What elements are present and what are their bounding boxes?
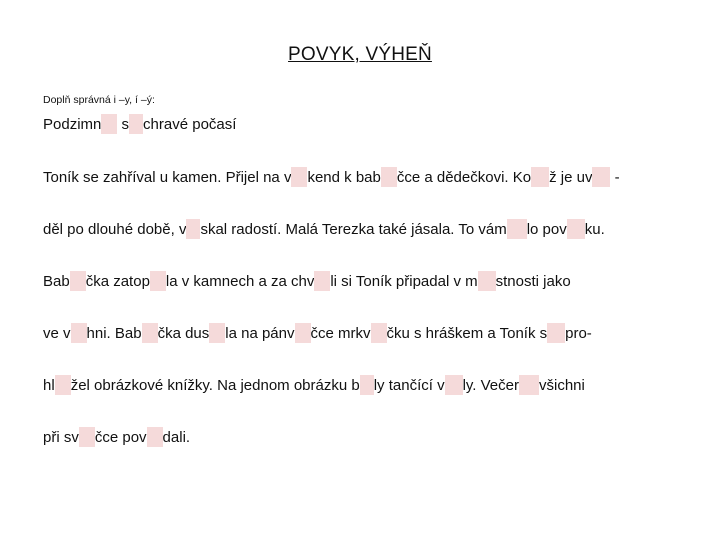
- blank-field[interactable]: [70, 271, 86, 291]
- blank-field[interactable]: [445, 375, 463, 395]
- blank-field[interactable]: [381, 167, 397, 187]
- blank-field[interactable]: [507, 219, 527, 239]
- blank-field[interactable]: [101, 114, 117, 134]
- blank-field[interactable]: [142, 323, 158, 343]
- blank-field[interactable]: [209, 323, 225, 343]
- blank-field[interactable]: [79, 427, 95, 447]
- blank-field[interactable]: [314, 271, 330, 291]
- exercise-line-4: Bab čka zatop la v kamnech a za chv li si Toník připadal v m stnosti jako: [43, 273, 571, 290]
- blank-field[interactable]: [567, 219, 585, 239]
- blank-field[interactable]: [147, 427, 163, 447]
- blank-field[interactable]: [371, 323, 387, 343]
- blank-field[interactable]: [129, 114, 143, 134]
- blank-field[interactable]: [186, 219, 200, 239]
- blank-field[interactable]: [360, 375, 374, 395]
- blank-field[interactable]: [547, 323, 565, 343]
- exercise-line-2: Toník se zahříval u kamen. Přijel na v kend k bab čce a dědečkovi. Ko ž je uv -: [43, 169, 620, 186]
- blank-field[interactable]: [55, 375, 71, 395]
- blank-field[interactable]: [592, 167, 610, 187]
- blank-field[interactable]: [519, 375, 539, 395]
- blank-field[interactable]: [291, 167, 307, 187]
- blank-field[interactable]: [531, 167, 549, 187]
- exercise-line-5: ve v hni. Bab čka dus la na pánv čce mrkv čku s hráškem a Toník s pro-: [43, 325, 592, 342]
- blank-field[interactable]: [295, 323, 311, 343]
- exercise-line-7: při sv čce pov dali.: [43, 429, 191, 446]
- page-title: POVYK, VÝHEŇ: [288, 44, 432, 65]
- blank-field[interactable]: [71, 323, 87, 343]
- exercise-line-6: hl žel obrázkové knížky. Na jednom obrázku b ly tančící v ly. Večer všichni: [43, 377, 585, 394]
- exercise-line-3: děl po dlouhé době, v skal radostí. Malá Terezka také jásala. To vám lo pov ku.: [43, 221, 605, 238]
- exercise-line-1: Podzimn s chravé počasí: [43, 116, 237, 133]
- blank-field[interactable]: [478, 271, 496, 291]
- blank-field[interactable]: [150, 271, 166, 291]
- instruction: Doplň správná i –y, í –ý:: [43, 94, 155, 106]
